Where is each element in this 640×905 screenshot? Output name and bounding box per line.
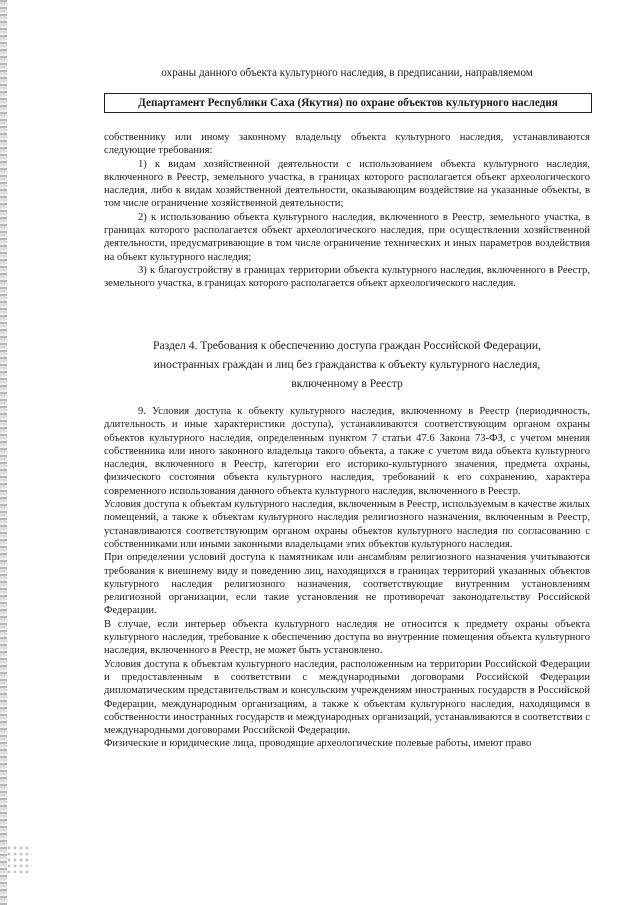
requirements-block [104, 131, 590, 291]
scan-noise-artifact [6, 845, 32, 873]
requirement-item: 1) к видам хозяйственной деятельности с использованием объекта культурного наследия, включенного в Реестр, земельного участка, в границах которого располагается объект археологического наследия, либо к видам хозяйственной деятельности, оказывающим воздействие на указанные объекты, в том числе ограничение хозяйственной деятельности; [104, 158, 590, 210]
body-paragraph: Физические и юридические лица, проводящие археологические полевые работы, имеют право [104, 738, 532, 750]
body-paragraph: При определении условий доступа к памятникам или ансамблям религиозного назначения учитываются требования к внешнему виду и поведению лиц, находящихся в границах территорий указанных объектов культурного наследия религиозного назначения, соответствующие внутренним установлениям религиозной организации, если такие установления не противоречат законодательству Российской Федерации. [104, 552, 590, 617]
section-title-line: иностранных граждан и лиц без гражданства к объекту культурного наследия, [153, 358, 541, 371]
section-title [122, 336, 572, 393]
access-conditions-block [104, 405, 590, 751]
section-title-line: Раздел 4. Требования к обеспечению доступа граждан Российской Федерации, [153, 339, 541, 352]
requirement-item: 3) к благоустройству в границах территории объекта культурного наследия, включенного в Реестр, земельного участка, в границах которого располагается объект археологического наследия. [104, 264, 590, 290]
body-paragraph: Условия доступа к объектам культурного наследия, расположенным на территории Российской Федерации и предоставленным в соответствии с международными договорами Российской Федерации дипломатическим представительствам и консульским учреждениям иностранных государств в Российской Федерации, международным организациям, а также к объектам культурного наследия, находящимся в собственности иностранных государств и международных организаций, устанавливаются в соответствии с международными договорами Российской Федерации. [104, 658, 590, 737]
section-title-line: включенному в Реестр [291, 377, 403, 390]
body-paragraph: В случае, если интерьер объекта культурного наследия не относится к предмету охраны объекта культурного наследия, требование к обеспечению доступа во внутренние помещения объекта культурного наследия, включенного в Реестр, не может быть установлено. [104, 618, 590, 657]
body-paragraph: Условия доступа к объектам культурного наследия, включенным в Реестр, используемым в качестве жилых помещений, а также к объектам культурного наследия религиозного назначения, включенным в Реестр, устанавливаются соответствующим органом охраны объектов культурного наследия по согласованию с собственниками или иными законными владельцами этих объектов культурного наследия. [104, 499, 590, 550]
scan-edge-artifact [0, 0, 7, 905]
department-banner: Департамент Республики Саха (Якутия) по охране объектов культурного наследия [104, 93, 592, 113]
body-paragraph: 9. Условия доступа к объекту культурного наследия, включенному в Реестр (периодичность, длительность и иные характеристики доступа), устанавливаются соответствующим органом охраны объектов культурного наследия, определенным пунктом 7 статьи 47.6 Закона 73-ФЗ, с учетом мнения собственника или иного законного владельца такого объекта, а также с учетом вида объекта культурного наследия, включенного в Реестр, категории его историко-культурного значения, предмета охраны, физического состояния объекта культурного наследия, требований к его сохранению, характера современного использования данного объекта культурного наследия, включенного в Реестр. [104, 406, 590, 497]
header-fragment: охраны данного объекта культурного наследия, в предписании, направляемом [161, 67, 533, 79]
intro-paragraph: собственнику или иному законному владельцу объекта культурного наследия, устанавливаются следующие требования: [104, 132, 590, 157]
requirement-item: 2) к использованию объекта культурного наследия, включенного в Реестр, земельного участка, в границах которого располагается объект археологического наследия, при осуществлении хозяйственной деятельности, предусматривающие в том числе ограничение технических и иных параметров воздействия на объект культурного наследия; [104, 211, 590, 263]
